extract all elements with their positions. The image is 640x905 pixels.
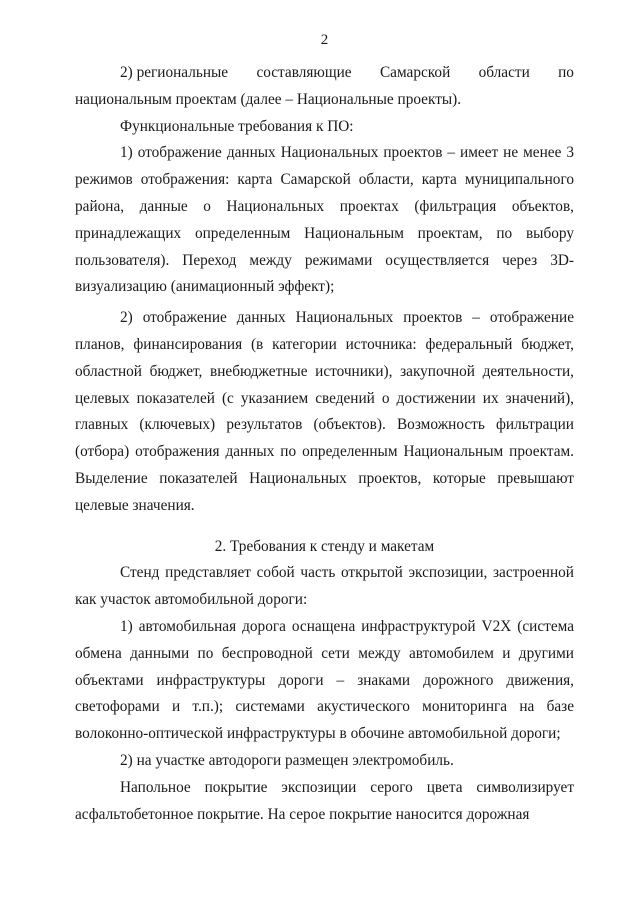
section-2-heading: 2. Требования к стенду и макетам xyxy=(214,537,435,555)
floor-covering-paragraph: Напольное покрытие экспозиции серого цвета символизирует асфальтобетонное покрытие. На серое покрытие наносится дорожная xyxy=(75,778,574,823)
item-2-continuation: национальным проектам (далее – Национальные проекты). xyxy=(75,90,462,108)
item-2-word-2: составляющие xyxy=(256,64,352,81)
page-number: 2 xyxy=(320,32,329,48)
item-2-word-3: Самарской xyxy=(379,64,451,81)
functional-requirements-title: Функциональные требования к ПО: xyxy=(120,117,354,135)
stand-intro-paragraph: Стенд представляет собой часть открытой экспозиции, застроенной как участок автомобильной дороги: xyxy=(75,564,574,609)
item-2-word-1: 2) региональные xyxy=(120,64,229,81)
item-2-word-5: по xyxy=(558,64,574,81)
stand-requirement-1: 1) автомобильная дорога оснащена инфраструктурой V2X (система обмена данными по беспроводной сети между автомобилем и другими объектами инфраструктуры дороги – знаками дорожного движения, светофорами и т.п.); системами акустического мониторинга на базе волоконно-оптической инфраструктуры в обочине автомобильной дороги; xyxy=(75,617,574,743)
item-2-word-4: области xyxy=(478,64,530,81)
functional-requirement-2: 2) отображение данных Национальных проектов – отображение планов, финансирования (в категории источника: федеральный бюджет, областной бюджет, внебюджетные источники), закупочной деятельности, целевых показателей (с указанием сведений о достижении их значений), главных (ключевых) результатов (объектов). Возможность фильтрации (отбора) отображения данных по определенным Национальным проектам. Выделение показателей Национальных проектов, которые превышают целевые значения. xyxy=(75,309,574,514)
item-2-first-line xyxy=(75,60,574,87)
functional-requirement-1: 1) отображение данных Национальных проектов – имеет не менее 3 режимов отображения: карта Самарской области, карта муниципального района, данные о Национальных проектах (фильтрация объектов, принадлежащих определенным Национальным проектам, по выбору пользователя). Переход между режимами осуществляется через 3D-визуализацию (анимационный эффект); xyxy=(75,144,574,296)
stand-requirement-2: 2) на участке автодороги размещен электромобиль. xyxy=(120,751,454,769)
